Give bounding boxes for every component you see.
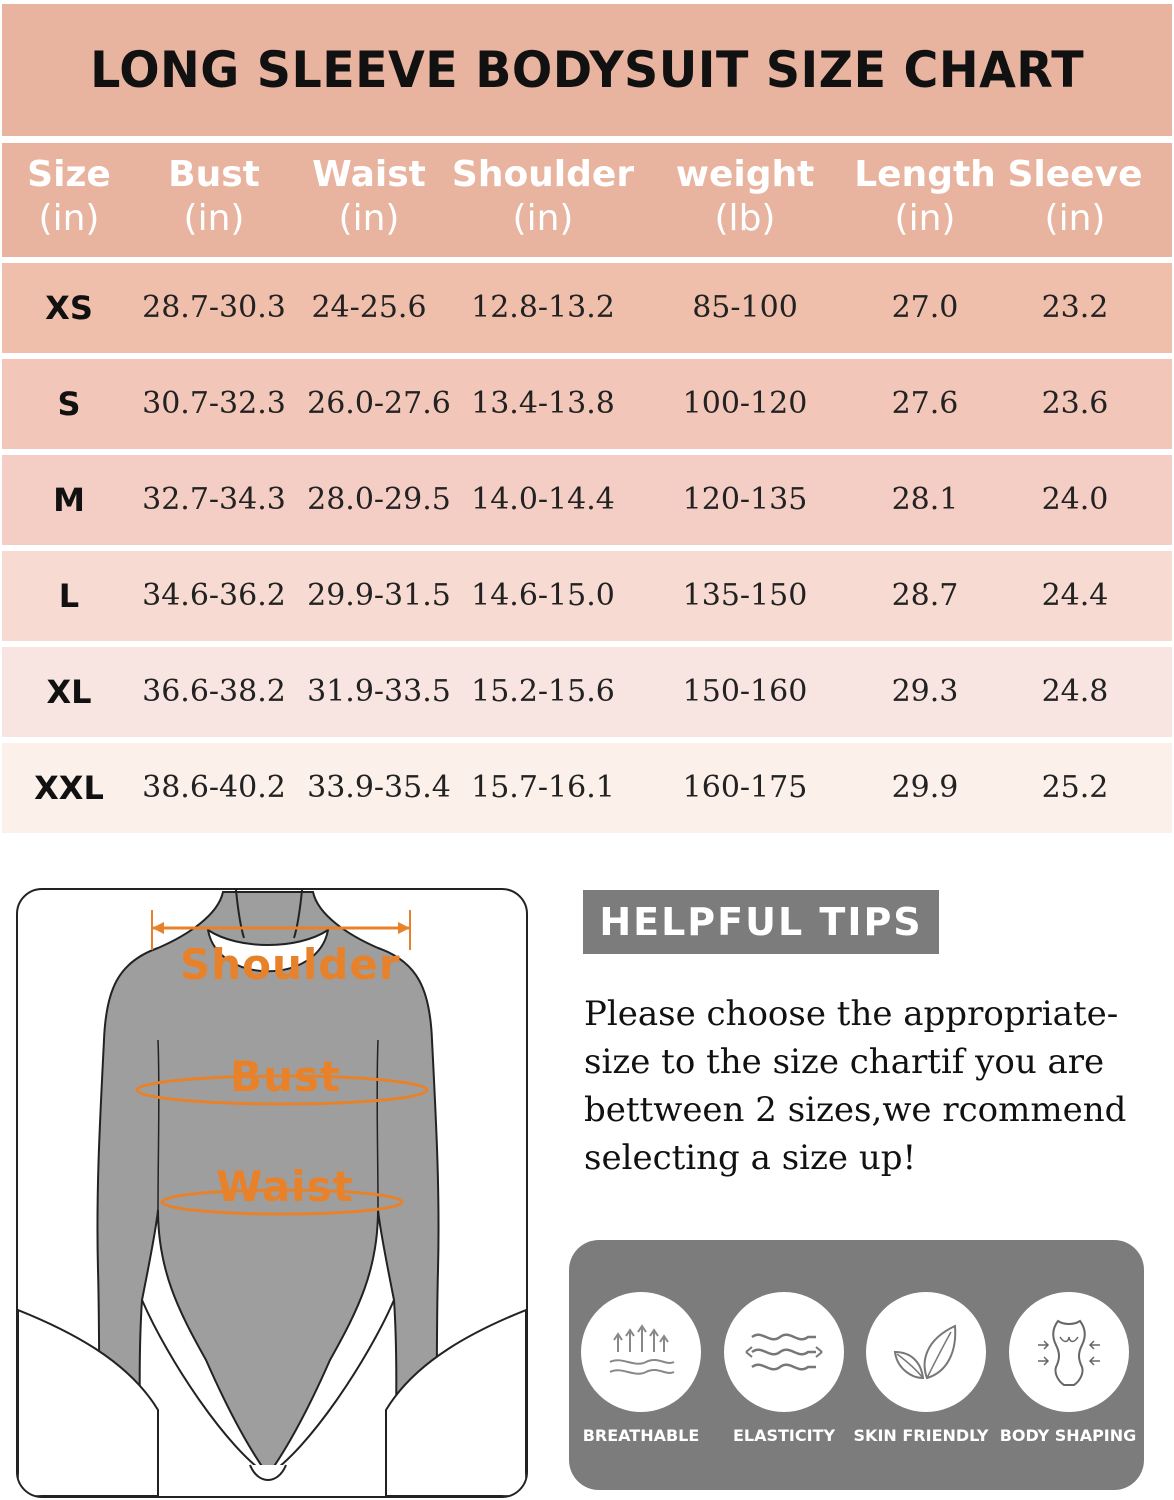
cell-shoulder: 15.7-16.1 [471, 770, 615, 805]
feature-label-body-shaping: BODY SHAPING [999, 1426, 1137, 1445]
cell-bust: 28.7-30.3 [142, 290, 286, 325]
shoulder-label: Shoulder [180, 940, 401, 989]
col-sleeve [1000, 153, 1150, 241]
tips-line: bettween 2 sizes,we rcommend [584, 1090, 1127, 1130]
col-weight [640, 153, 850, 241]
cell-weight: 120-135 [682, 482, 808, 517]
table-row [2, 455, 1172, 545]
feature-label-elasticity: ELASTICITY [732, 1426, 836, 1445]
cell-size: S [57, 385, 81, 423]
table-row [2, 743, 1172, 833]
cell-sleeve: 24.4 [1041, 578, 1109, 613]
features-panel [569, 1240, 1144, 1490]
table-row [2, 263, 1172, 353]
cell-weight: 150-160 [682, 674, 808, 709]
cell-weight: 135-150 [682, 578, 808, 613]
feature-label-skin-friendly: SKIN FRIENDLY [853, 1426, 989, 1445]
tips-line: selecting a size up! [584, 1138, 917, 1178]
table-row [2, 359, 1172, 449]
cell-waist: 29.9-31.5 [307, 578, 451, 613]
arrowhead-right [398, 922, 410, 934]
cell-bust: 30.7-32.3 [142, 386, 286, 421]
col-waist-unit: (in) [338, 198, 400, 239]
chart-title: LONG SLEEVE BODYSUIT SIZE CHART [90, 41, 1084, 99]
cell-length: 28.7 [891, 578, 959, 613]
tips-line: Please choose the appropriate- [584, 994, 1119, 1034]
cell-waist: 28.0-29.5 [307, 482, 451, 517]
cell-shoulder: 13.4-13.8 [471, 386, 615, 421]
feature-label-breathable: BREATHABLE [582, 1426, 700, 1445]
arrowhead-left [152, 922, 164, 934]
cell-bust: 34.6-36.2 [142, 578, 286, 613]
col-shoulder-name: Shoulder [451, 154, 635, 195]
table-row [2, 551, 1172, 641]
cell-length: 27.6 [891, 386, 959, 421]
waist-label: Waist [216, 1162, 354, 1211]
col-bust [136, 153, 292, 241]
table-header [2, 143, 1172, 257]
helpful-tips-heading: HELPFUL TIPS [583, 890, 939, 954]
cell-length: 28.1 [891, 482, 959, 517]
crotch [250, 1465, 286, 1480]
cell-bust: 32.7-34.3 [142, 482, 286, 517]
cell-size: XXL [34, 769, 104, 807]
cell-waist: 33.9-35.4 [307, 770, 451, 805]
col-shoulder-unit: (in) [512, 198, 574, 239]
cell-sleeve: 24.0 [1041, 482, 1109, 517]
cell-waist: 31.9-33.5 [307, 674, 451, 709]
col-bust-name: Bust [168, 154, 260, 195]
col-bust-unit: (in) [183, 198, 245, 239]
measurement-figure [16, 888, 528, 1498]
cell-bust: 36.6-38.2 [142, 674, 286, 709]
cell-size: M [53, 481, 85, 519]
leaf-icon [866, 1292, 986, 1412]
col-size-unit: (in) [38, 198, 100, 239]
body-shaping-icon [1009, 1292, 1129, 1412]
col-length-unit: (in) [894, 198, 956, 239]
cell-weight: 85-100 [692, 290, 798, 325]
table-row [2, 647, 1172, 737]
cell-weight: 100-120 [682, 386, 808, 421]
bust-label: Bust [230, 1052, 341, 1101]
col-size [2, 153, 136, 241]
tips-text [584, 990, 1164, 1182]
cell-shoulder: 12.8-13.2 [471, 290, 615, 325]
col-waist-name: Waist [312, 154, 426, 195]
cell-waist: 24-25.6 [311, 290, 427, 325]
cell-sleeve: 23.2 [1041, 290, 1109, 325]
col-length [850, 153, 1000, 241]
elasticity-icon [724, 1292, 844, 1412]
cell-size: XS [45, 289, 93, 327]
cell-shoulder: 15.2-15.6 [471, 674, 615, 709]
cell-length: 29.3 [891, 674, 959, 709]
cell-bust: 38.6-40.2 [142, 770, 286, 805]
cell-shoulder: 14.0-14.4 [471, 482, 615, 517]
col-sleeve-unit: (in) [1044, 198, 1106, 239]
cell-length: 29.9 [891, 770, 959, 805]
cell-sleeve: 23.6 [1041, 386, 1109, 421]
col-sleeve-name: Sleeve [1007, 154, 1143, 195]
col-shoulder [446, 153, 640, 241]
cell-waist: 26.0-27.6 [307, 386, 451, 421]
cell-weight: 160-175 [682, 770, 808, 805]
cell-shoulder: 14.6-15.0 [471, 578, 615, 613]
cell-sleeve: 24.8 [1041, 674, 1109, 709]
col-length-name: Length [854, 154, 996, 195]
col-waist [292, 153, 446, 241]
cell-size: L [58, 577, 80, 615]
cell-sleeve: 25.2 [1041, 770, 1109, 805]
col-weight-unit: (lb) [714, 198, 776, 239]
tips-line: size to the size chartif you are [584, 1042, 1105, 1082]
breathable-icon [581, 1292, 701, 1412]
cell-length: 27.0 [891, 290, 959, 325]
col-weight-name: weight [675, 154, 815, 195]
cell-size: XL [46, 673, 92, 711]
title-bar [2, 4, 1172, 136]
col-size-name: Size [27, 154, 111, 195]
